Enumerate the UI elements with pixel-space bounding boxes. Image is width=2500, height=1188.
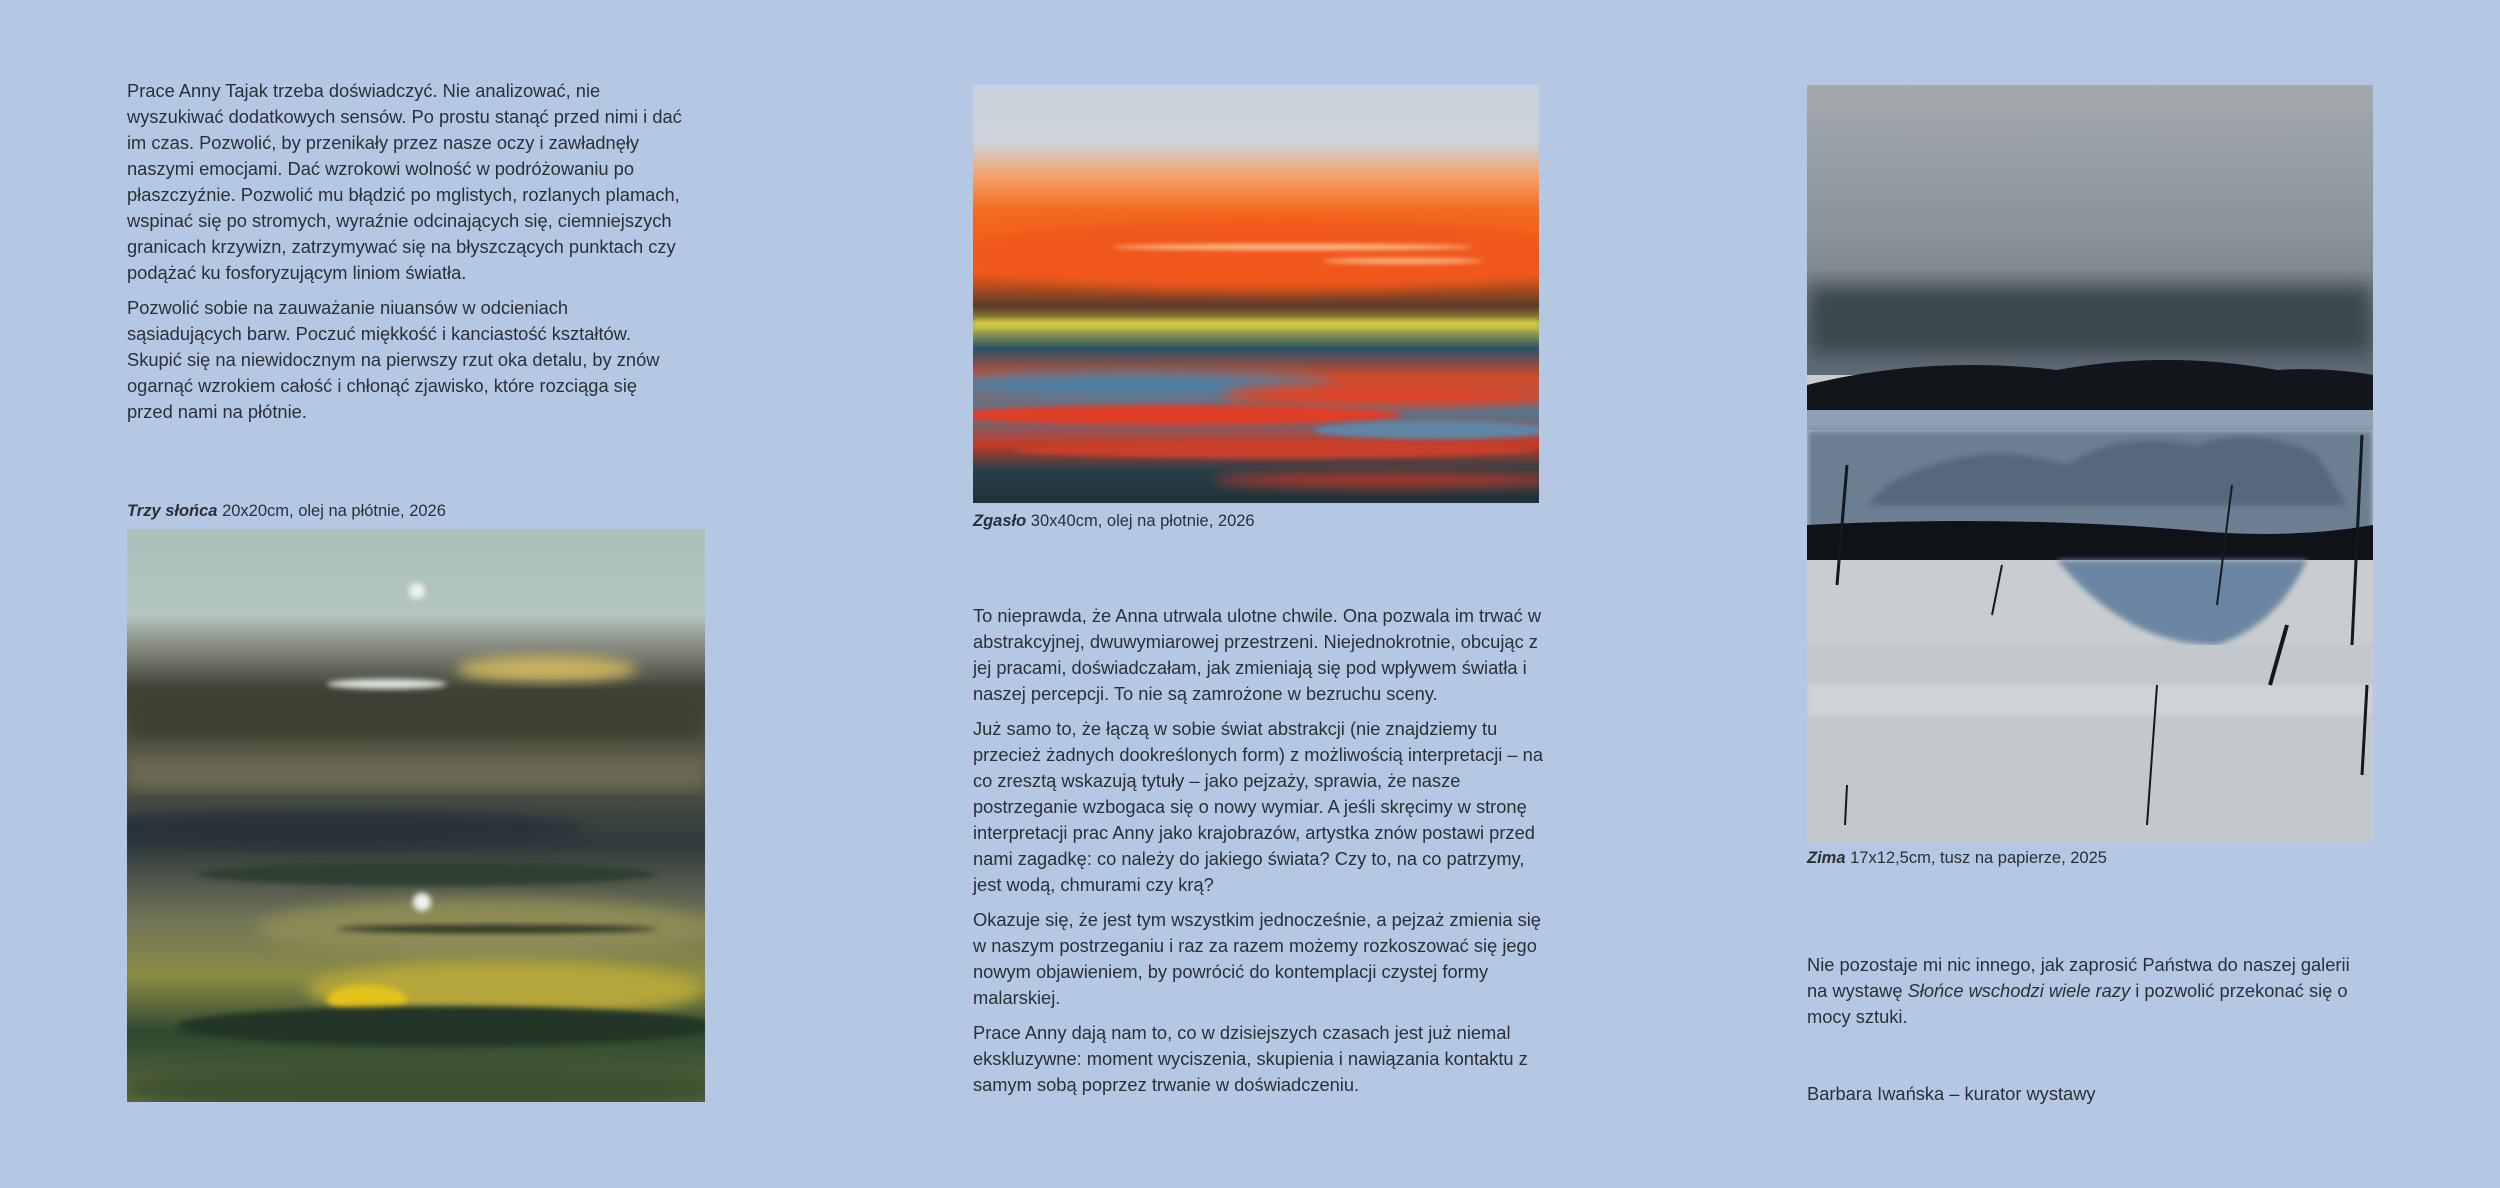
painting-zgaslo	[973, 85, 1539, 503]
intro-paragraph-2: Pozwolić sobie na zauważanie niuansów w odcieniach sąsiadujących barw. Poczuć miękkość i kanciastość kształtów. Skupić się na niewidocznym na pierwszy rzut oka detalu, by znów ogarnąć wzrokiem całość i chłonąć zjawisko, które rozciąga się przed nami na płótnie.	[127, 297, 660, 422]
intro-paragraph-1: Prace Anny Tajak trzeba doświadczyć. Nie analizować, nie wyszukiwać dodatkowych sensów. Po prostu stanąć przed nimi i dać im czas. Pozwolić, by przenikały przez nasze oczy i zawładnęły naszymi emocjami. Dać wzrokowi wolność w podróżowaniu po płaszczyźnie. Pozwolić mu błądzić po mglistych, rozlanych plamach, wspinać się po stromych, wyraźnie odcinających się, ciemniejszych granicach krzywizn, zatrzymywać się na błyszczących punktach czy podążać ku fosforyzującym liniom światła.	[127, 80, 682, 283]
signature: Barbara Iwańska – kurator wystawy	[1807, 1083, 2096, 1104]
closing-paragraph	[1807, 952, 2367, 1030]
essay-text	[973, 603, 1543, 1107]
painting-zima	[1807, 85, 2373, 842]
artwork-details: 17x12,5cm, tusz na papierze, 2025	[1850, 849, 2107, 867]
essay-paragraph-3: Okazuje się, że jest tym wszystkim jednocześnie, a pejzaż zmienia się w naszym postrzeganiu i raz za razem możemy rozkoszować się jego nowym objawieniem, by powrócić do kontemplacji czystej formy malarskiej.	[973, 909, 1541, 1008]
artwork-caption-zima	[1807, 848, 2107, 868]
painting-trzy-slonca	[127, 529, 705, 1102]
artwork-title: Zima	[1807, 849, 1846, 867]
artwork-details: 20x20cm, olej na płótnie, 2026	[222, 502, 446, 520]
exhibition-title: Słońce wschodzi wiele razy	[1907, 980, 2131, 1001]
intro-text	[127, 78, 687, 434]
essay-paragraph-1: To nieprawda, że Anna utrwala ulotne chwile. Ona pozwala im trwać w abstrakcyjnej, dwuwymiarowej przestrzeni. Niejednokrotnie, obcując z jej pracami, doświadczałam, jak zmieniają się pod wpływem światła i naszej percepcji. To nie są zamrożone w bezruchu sceny.	[973, 605, 1542, 704]
closing-before: Nie pozostaje mi nic innego, jak zaprosić Państwa do naszej galerii na wystawę	[1807, 954, 2350, 1001]
closing-text	[1807, 952, 2367, 1039]
artwork-caption-trzy-slonca	[127, 501, 446, 521]
artwork-caption-zgaslo	[973, 511, 1255, 531]
essay-paragraph-2: Już samo to, że łączą w sobie świat abstrakcji (nie znajdziemy tu przecież żadnych dookreślonych form) z możliwością interpretacji – na co zresztą wskazują tytuły – jako pejzaży, sprawia, że nasze postrzeganie wzbogaca się o nowy wymiar. A jeśli skręcimy w stronę interpretacji prac Anny jako krajobrazów, artystka znów postawi przed nami zagadkę: co należy do jakiego świata? Czy to, na co patrzymy, jest wodą, chmurami czy krą?	[973, 718, 1544, 895]
artwork-title: Trzy słońca	[127, 502, 218, 520]
closing-after: i pozwolić przekonać się o mocy sztuki.	[1807, 980, 2348, 1027]
essay-paragraph-4: Prace Anny dają nam to, co w dzisiejszych czasach jest już niemal ekskluzywne: moment wyciszenia, skupienia i nawiązania kontaktu z samym sobą poprzez trwanie w doświadczeniu.	[973, 1022, 1528, 1095]
artwork-details: 30x40cm, olej na płotnie, 2026	[1030, 512, 1255, 530]
artwork-title: Zgasło	[973, 512, 1027, 530]
